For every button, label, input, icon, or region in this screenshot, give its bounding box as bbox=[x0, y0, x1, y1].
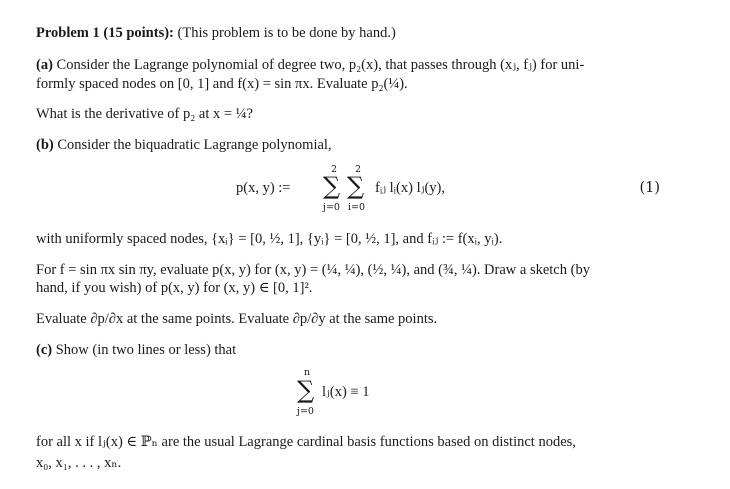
sum-upper-limit: n bbox=[304, 367, 311, 378]
sum-2-upper-limit: 2 bbox=[355, 164, 362, 175]
part-b-intro-line bbox=[36, 136, 696, 154]
sum-1-upper-limit: 2 bbox=[331, 164, 338, 175]
part-c-line-1: for all x if lⱼ(x) ∈ ℙₙ are the usual Lagrange cardinal basis functions based on distinct nodes, bbox=[36, 434, 576, 450]
sum-2-lower-limit: i=0 bbox=[348, 202, 366, 213]
sum-lower-limit: j=0 bbox=[297, 406, 314, 417]
equation-number: (1) bbox=[639, 180, 660, 196]
part-b-nodes: with uniformly spaced nodes, {xᵢ} = [0, ½, 1], {yᵢ} = [0, ½, 1], and fᵢⱼ := f(xᵢ, yᵢ). bbox=[36, 231, 503, 247]
part-a-line-1 bbox=[36, 56, 696, 74]
part-a-text-1: Consider the Lagrange polynomial of degree two, p₂(x), that passes through (xⱼ, fⱼ) for uni- bbox=[56, 57, 585, 73]
part-b-partials: Evaluate ∂p/∂x at the same points. Evaluate ∂p/∂y at the same points. bbox=[36, 311, 438, 327]
part-b-label: (b) bbox=[36, 137, 54, 153]
problem-heading-line bbox=[36, 24, 696, 42]
sum-1-sigma: ∑ bbox=[323, 172, 341, 200]
part-b-intro: Consider the biquadratic Lagrange polynomial, bbox=[57, 137, 332, 153]
problem-heading: Problem 1 (15 points): bbox=[36, 25, 174, 41]
sum-sigma: ∑ bbox=[297, 376, 315, 404]
problem-note: (This problem is to be done by hand.) bbox=[177, 25, 396, 41]
part-b-function-line-1: For f = sin πx sin πy, evaluate p(x, y) for (x, y) = (¼, ¼), (½, ¼), and (¾, ¼). Draw a sketch (by bbox=[36, 262, 590, 278]
equation-lhs: p(x, y) := bbox=[236, 180, 291, 196]
part-a-label: (a) bbox=[36, 57, 53, 73]
part-c-line-2: x₀, x₁, . . . , xₙ. bbox=[36, 455, 122, 471]
part-a-question: What is the derivative of p₂ at x = ¼? bbox=[36, 106, 253, 122]
part-c-intro-line bbox=[36, 341, 696, 359]
equation-rhs: fᵢⱼ lᵢ(x) lⱼ(y), bbox=[375, 180, 445, 196]
part-b-function-line-2: hand, if you wish) of p(x, y) for (x, y) ∈ [0, 1]². bbox=[36, 280, 313, 296]
sum-1-lower-limit: j=0 bbox=[323, 202, 340, 213]
equation-body: lⱼ(x) ≡ 1 bbox=[322, 384, 370, 400]
part-a-line-2: formly spaced nodes on [0, 1] and f(x) = sin πx. Evaluate p₂(¼). bbox=[36, 76, 408, 92]
part-c-intro: Show (in two lines or less) that bbox=[55, 342, 237, 358]
part-c-label: (c) bbox=[36, 342, 53, 358]
sum-2-sigma: ∑ bbox=[347, 172, 365, 200]
